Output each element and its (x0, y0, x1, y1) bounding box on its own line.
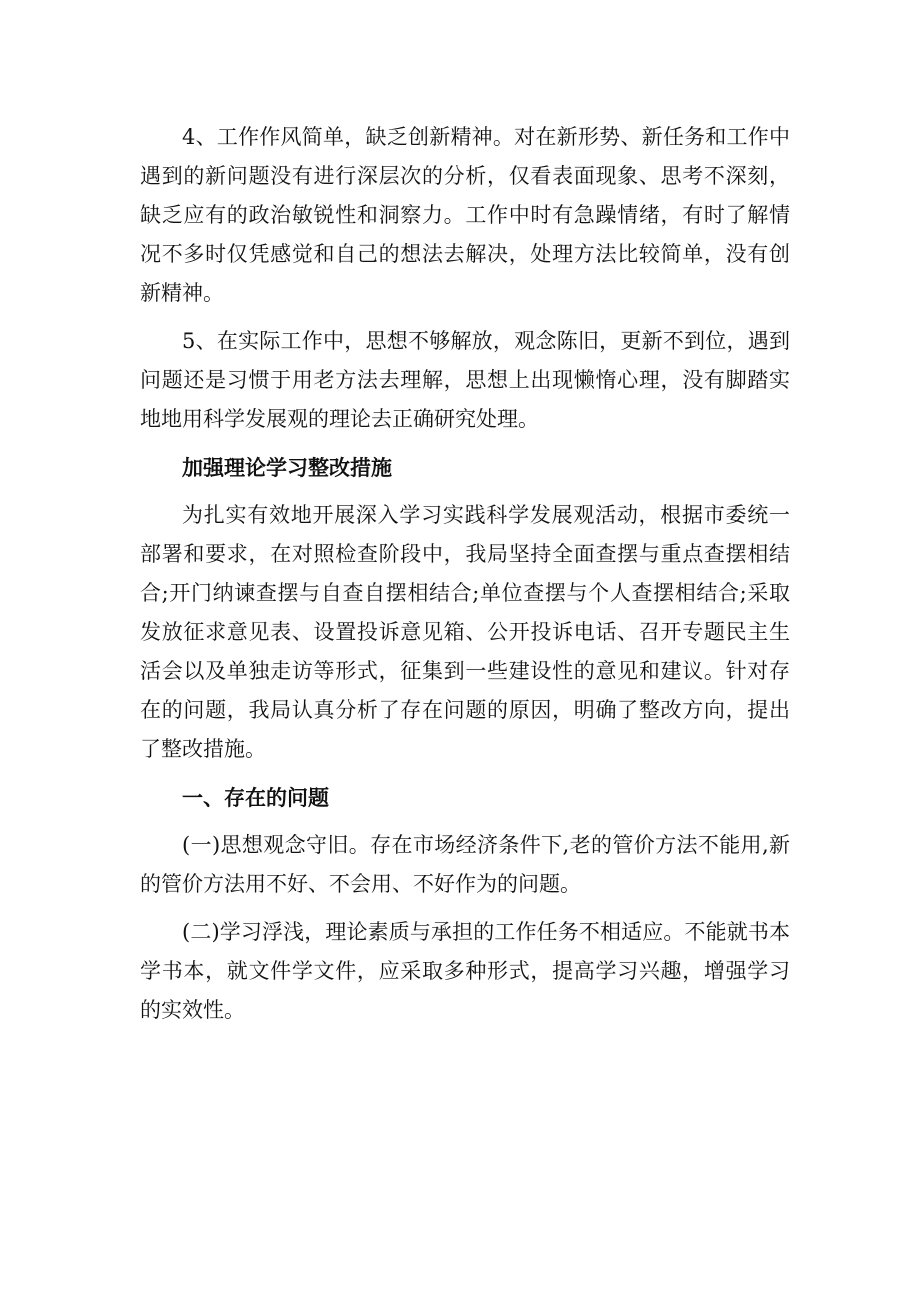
paragraph-5-outdated-thinking: 5、在实际工作中，思想不够解放，观念陈旧，更新不到位，遇到问题还是习惯于用老方法去理解，思想上出现懒惰心理，没有脚踏实地地用科学发展观的理论去正确研究处理。 (140, 329, 790, 431)
paragraph-problem-1: (一)思想观念守旧。存在市场经济条件下,老的管价方法不能用,新的管价方法用不好、不会用、不好作为的问题。 (140, 833, 790, 896)
paragraph-problem-2: (二)学习浮浅，理论素质与承担的工作任务不相适应。不能就书本学书本，就文件学文件，应采取多种形式，提高学习兴趣，增强学习的实效性。 (140, 920, 790, 1022)
section-heading-problems: 一、存在的问题 (182, 785, 329, 810)
paragraph-intro-rectification: 为扎实有效地开展深入学习实践科学发展观活动，根据市委统一部署和要求，在对照检查阶段中，我局坚持全面查摆与重点查摆相结合;开门纳谏查摆与自查自摆相结合;单位查摆与个人查摆相结合;采取发放征求意见表、设置投诉意见箱、公开投诉电话、召开专题民主生活会以及单独走访等形式，征集到一些建设性的意见和建议。针对存在的问题，我局认真分析了存在问题的原因，明确了整改方向，提出了整改措施。 (140, 503, 790, 761)
document-body (140, 118, 790, 1039)
paragraph-4-work-style: 4、工作作风简单，缺乏创新精神。对在新形势、新任务和工作中遇到的新问题没有进行深层次的分析，仅看表面现象、思考不深刻，缺乏应有的政治敏锐性和洞察力。工作中时有急躁情绪，有时了解情况不多时仅凭感觉和自己的想法去解决，处理方法比较简单，没有创新精神。 (140, 125, 790, 305)
section-heading-rectification: 加强理论学习整改措施 (182, 455, 392, 480)
